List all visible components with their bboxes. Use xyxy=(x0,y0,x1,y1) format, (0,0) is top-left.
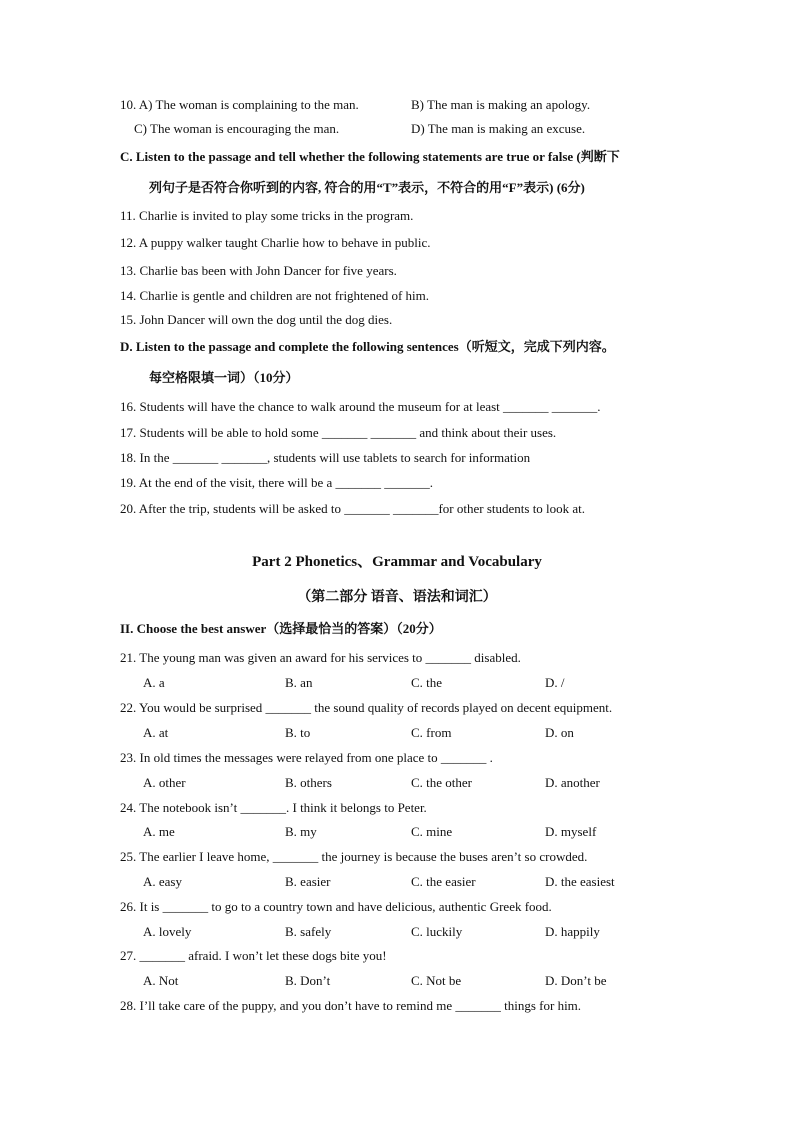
part2-title: Part 2 Phonetics、Grammar and Vocabulary xyxy=(252,554,542,570)
option-c: C. mine xyxy=(411,824,453,839)
fill-item-17: 17. Students will be able to hold some _______ _______ and think about their uses. xyxy=(120,425,557,440)
section-d-heading: D. Listen to the passage and complete the following sentences（听短文，完成下列内容。 xyxy=(120,339,615,354)
option-c: C. from xyxy=(411,725,452,740)
fill-item-16: 16. Students will have the chance to walk around the museum for at least _______ _______. xyxy=(120,399,601,414)
option-b: B. to xyxy=(285,725,311,740)
fill-item-19: 19. At the end of the visit, there will be a _______ _______. xyxy=(120,475,434,490)
option-c: C. the xyxy=(411,675,443,690)
option-c: C. luckily xyxy=(411,924,463,939)
option-a: A. other xyxy=(143,775,186,790)
option-d: D. / xyxy=(545,675,565,690)
section-ii-heading: II. Choose the best answer（选择最恰当的答案）（20分） xyxy=(120,621,442,636)
option-c: C. the other xyxy=(411,775,473,790)
q10-option-d: D) The man is making an excuse. xyxy=(411,121,586,136)
q10-option-a: 10. A) The woman is complaining to the man. xyxy=(120,97,359,112)
q10-option-c: C) The woman is encouraging the man. xyxy=(134,121,340,136)
question-text: 22. You would be surprised _______ the sound quality of records played on decent equipment. xyxy=(120,700,613,715)
part2-subtitle: （第二部分 语音、语法和词汇） xyxy=(297,590,497,605)
q10-option-b: B) The man is making an apology. xyxy=(411,97,591,112)
option-d: D. myself xyxy=(545,824,597,839)
question-text: 23. In old times the messages were relayed from one place to _______ . xyxy=(120,750,493,765)
mc-question-28: 28. I’ll take care of the puppy, and you don’t have to remind me _______ things for him. xyxy=(120,998,582,1013)
fill-item-18: 18. In the _______ _______, students will use tablets to search for information xyxy=(120,450,531,465)
question-text: 21. The young man was given an award for his services to _______ disabled. xyxy=(120,650,521,665)
option-d: D. Don’t be xyxy=(545,973,607,988)
tf-item-12: 12. A puppy walker taught Charlie how to behave in public. xyxy=(120,235,431,250)
tf-item-15: 15. John Dancer will own the dog until the dog dies. xyxy=(120,312,393,327)
option-b: B. safely xyxy=(285,924,332,939)
option-a: A. at xyxy=(143,725,169,740)
tf-item-14: 14. Charlie is gentle and children are not frightened of him. xyxy=(120,288,430,303)
option-a: A. easy xyxy=(143,874,182,889)
option-b: B. easier xyxy=(285,874,331,889)
option-a: A. me xyxy=(143,824,175,839)
option-d: D. happily xyxy=(545,924,600,939)
option-a: A. lovely xyxy=(143,924,192,939)
option-d: D. the easiest xyxy=(545,874,615,889)
option-a: A. a xyxy=(143,675,165,690)
option-a: A. Not xyxy=(143,973,179,988)
question-text: 26. It is _______ to go to a country town and have delicious, authentic Greek food. xyxy=(120,899,552,914)
option-b: B. an xyxy=(285,675,313,690)
option-b: B. others xyxy=(285,775,332,790)
section-c-heading-cont: 列句子是否符合你听到的内容, 符合的用“T”表示，不符合的用“F”表示) (6分) xyxy=(149,180,585,195)
option-b: B. Don’t xyxy=(285,973,331,988)
tf-item-11: 11. Charlie is invited to play some tricks in the program. xyxy=(120,208,414,223)
option-d: D. on xyxy=(545,725,574,740)
question-text: 27. _______ afraid. I won’t let these dogs bite you! xyxy=(120,948,387,963)
section-d-heading-cont: 每空格限填一词）（10分） xyxy=(149,370,299,385)
option-c: C. the easier xyxy=(411,874,476,889)
tf-item-13: 13. Charlie bas been with John Dancer for five years. xyxy=(120,263,397,278)
option-b: B. my xyxy=(285,824,317,839)
question-text: 24. The notebook isn’t _______. I think it belongs to Peter. xyxy=(120,800,427,815)
question-text: 25. The earlier I leave home, _______ the journey is because the buses aren’t so crowded. xyxy=(120,849,588,864)
fill-item-20: 20. After the trip, students will be asked to _______ _______for other students to look at. xyxy=(120,501,586,516)
option-c: C. Not be xyxy=(411,973,462,988)
option-d: D. another xyxy=(545,775,600,790)
section-c-heading: C. Listen to the passage and tell whether the following statements are true or false (判断下 xyxy=(120,149,620,164)
